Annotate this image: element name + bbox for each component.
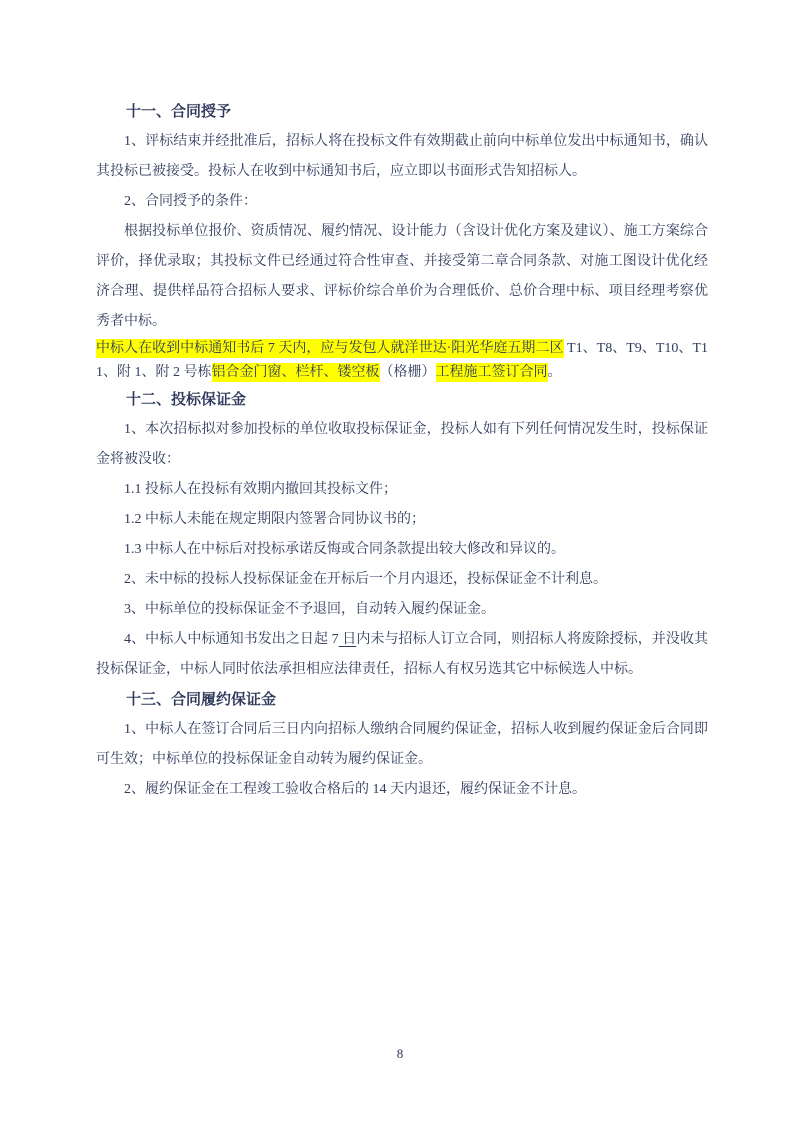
paragraph-performance-bond-1: 1、中标人在签订合同后三日内向招标人缴纳合同履约保证金，招标人收到履约保证金后合同即可生效；中标单位的投标保证金自动转为履约保证金。	[96, 722, 708, 767]
paragraph-item-1-1: 1.1 投标人在投标有效期内撤回其投标文件；	[124, 482, 397, 497]
highlighted-text: 工程施工签订合同	[435, 365, 548, 380]
paragraph-item-4	[96, 625, 708, 685]
paragraph-bid-bond-intro: 1、本次招标拟对参加投标的单位收取投标保证金，投标人如有下列任何情况发生时，投标保证金将被没收：	[96, 422, 708, 467]
paragraph-contract-signing-highlighted	[96, 337, 708, 385]
plain-text: 。	[547, 365, 562, 380]
paragraph-award-notice: 1、评标结束并经批准后，招标人将在投标文件有效期截止前向中标单位发出中标通知书，确认其投标已被接受。投标人在收到中标通知书后，应立即以书面形式告知招标人。	[96, 134, 708, 179]
plain-text: （格栅）	[379, 365, 436, 380]
section-12-heading: 十二、投标保证金	[126, 392, 247, 408]
paragraph-award-conditions: 根据投标单位报价、资质情况、履约情况、设计能力（含设计优化方案及建议）、施工方案综合评价，择优录取；其投标文件已经通过符合性审查、并接受第二章合同条款、对施工图设计优化经济合理、提供样品符合招标人要求、评标价综合单价为合理低价、总价合理中标、项目经理考察优秀者中标。	[96, 224, 708, 329]
paragraph-item-2: 2、未中标的投标人投标保证金在开标后一个月内退还，投标保证金不计利息。	[124, 572, 607, 587]
plain-text: 4、中标人中标通知书发出之日起 7	[124, 632, 339, 647]
plain-text: T1、T8、T9、T10、T11、附 1、附 2 号栋	[96, 341, 708, 380]
highlighted-text: 铝合金门窗、栏杆、镂空板	[211, 365, 380, 380]
underlined-text: 日	[338, 632, 357, 647]
paragraph-performance-bond-2: 2、履约保证金在工程竣工验收合格后的 14 天内退还，履约保证金不计息。	[124, 782, 586, 797]
section-11-heading: 十一、合同授予	[126, 104, 232, 120]
plain-text: 内未与招标人订立合同，则招标人将废除授标，并没收其投标保证金，中标人同时依法承担相应法律责任，招标人有权另选其它中标候选人中标。	[96, 632, 709, 677]
paragraph-item-3: 3、中标单位的投标保证金不予退回，自动转入履约保证金。	[124, 602, 495, 617]
section-13-heading: 十三、合同履约保证金	[126, 692, 277, 708]
document-body	[96, 97, 708, 805]
highlighted-text: 中标人在收到中标通知书后 7 天内，应与发包人就洋世达·阳光华庭五期二区	[96, 341, 564, 356]
paragraph-item-1-3: 1.3 中标人在中标后对投标承诺反悔或合同条款提出较大修改和异议的。	[124, 542, 565, 557]
paragraph-item-1-2: 1.2 中标人未能在规定期限内签署合同协议书的；	[124, 512, 425, 527]
paragraph-award-conditions-title: 2、合同授予的条件：	[124, 194, 257, 209]
page-number: 8	[396, 1046, 404, 1061]
